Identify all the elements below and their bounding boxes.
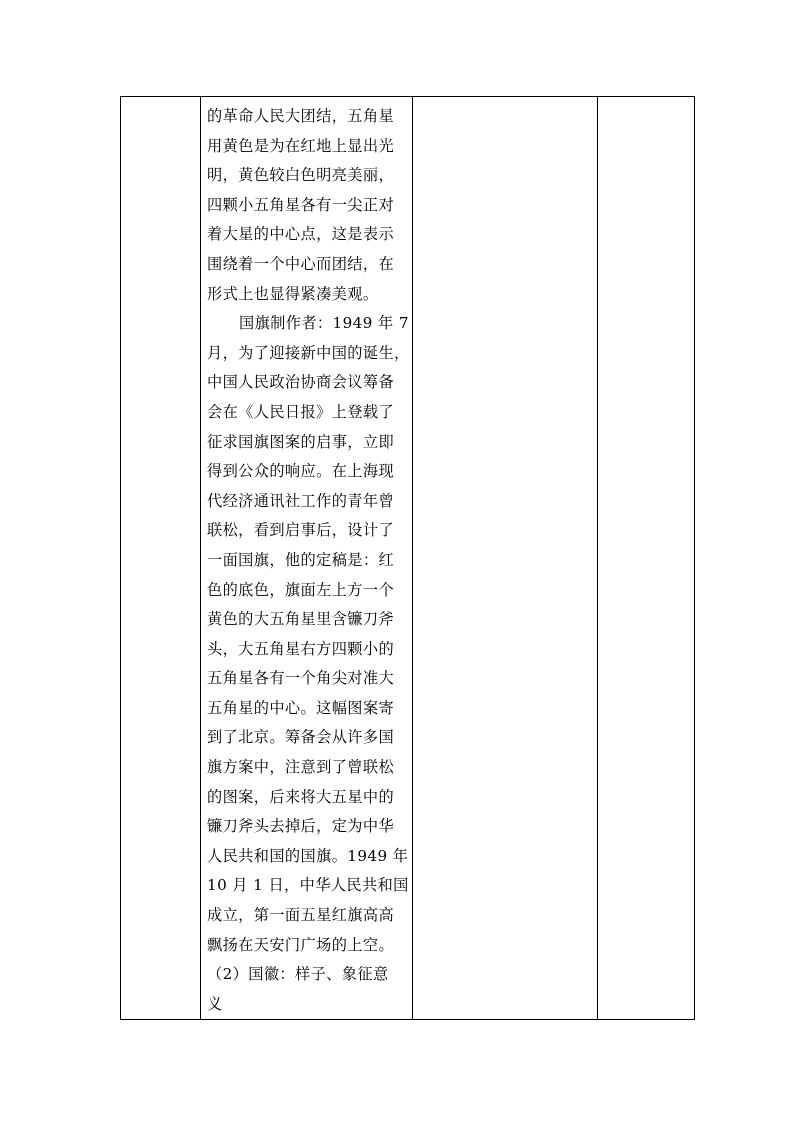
table-row <box>121 97 695 1020</box>
text-line: 飘扬在天安门广场的上空。 <box>207 935 395 954</box>
text-line: 10 月 1 日，中华人民共和国 <box>207 876 409 895</box>
table-cell-empty-1 <box>121 97 201 1020</box>
text-line: （2）国徽：样子、象征意 <box>207 965 389 984</box>
table-cell-empty-4 <box>598 97 695 1020</box>
text-line: 联松，看到启事后，设计了 <box>207 521 395 540</box>
text-line: 会在《人民日报》上登载了 <box>207 402 395 421</box>
lesson-table <box>120 96 695 1020</box>
text-line: 色的底色，旗面左上方一个 <box>207 580 395 599</box>
text-line: 人民共和国的国旗。1949 年 <box>207 846 409 865</box>
text-line: 用黄色是为在红地上显出光 <box>207 136 395 155</box>
text-line: 镰刀斧头去掉后，定为中华 <box>207 817 395 836</box>
text-line: 着大星的中心点，这是表示 <box>207 225 395 244</box>
text-line: 五角星的中心。这幅图案寄 <box>207 698 395 717</box>
text-line: 旗方案中，注意到了曾联松 <box>207 758 395 777</box>
text-line: 的图案，后来将大五星中的 <box>207 787 395 806</box>
table-cell-content <box>201 97 413 1020</box>
text-line: 的革命人民大团结，五角星 <box>207 107 395 125</box>
text-line: 国旗制作者：1949 年 7 <box>239 314 409 333</box>
text-line: 明，黄色较白色明亮美丽， <box>207 166 395 185</box>
text-line: 中国人民政治协商会议筹备 <box>207 373 395 392</box>
content-text <box>201 97 412 1019</box>
text-line: 征求国旗图案的启事，立即 <box>207 432 395 451</box>
text-line: 义 <box>207 994 223 1013</box>
text-line: 头，大五角星右方四颗小的 <box>207 639 395 658</box>
text-line: 五角星各有一个角尖对准大 <box>207 669 395 688</box>
text-line: 月，为了迎接新中国的诞生， <box>207 343 410 362</box>
text-line: 到了北京。筹备会从许多国 <box>207 728 395 747</box>
text-line: 一面国旗，他的定稿是：红 <box>207 550 395 569</box>
text-line: 得到公众的响应。在上海现 <box>207 462 395 481</box>
text-line: 围绕着一个中心而团结，在 <box>207 254 395 273</box>
table-cell-empty-3 <box>413 97 598 1020</box>
text-line: 代经济通讯社工作的青年曾 <box>207 491 395 510</box>
text-line: 成立，第一面五星红旗高高 <box>207 906 395 925</box>
text-line: 四颗小五角星各有一尖正对 <box>207 195 395 214</box>
text-line: 形式上也显得紧凑美观。 <box>207 284 379 303</box>
text-line: 黄色的大五角星里含镰刀斧 <box>207 610 395 629</box>
